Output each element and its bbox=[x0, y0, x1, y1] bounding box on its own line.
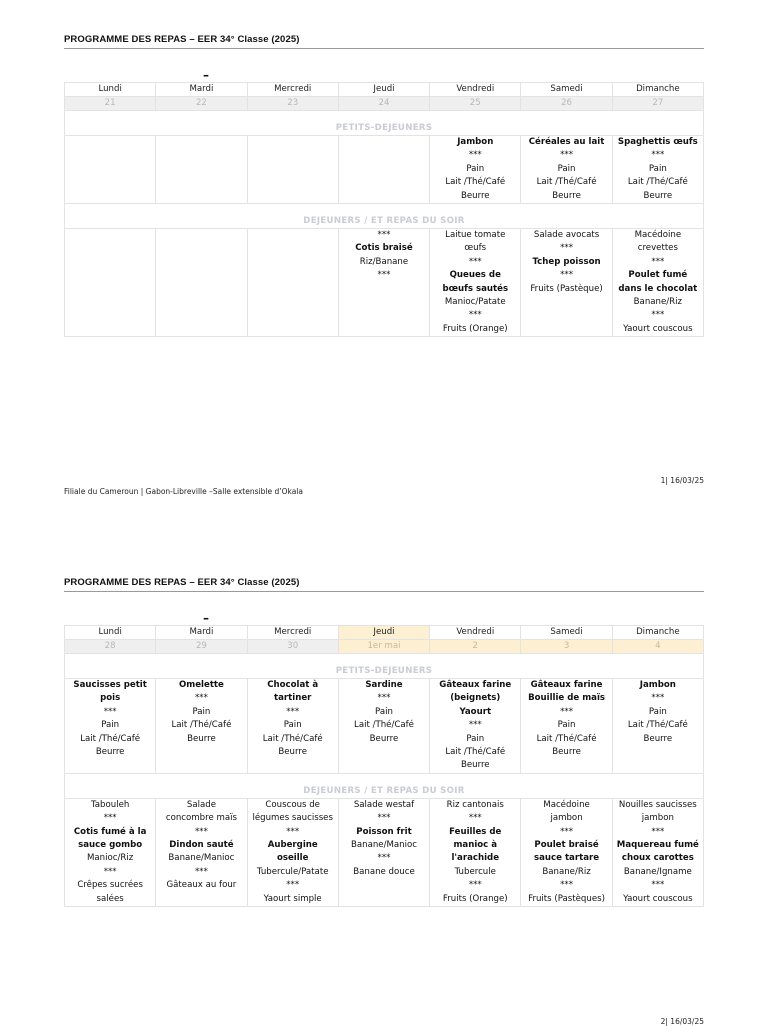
weekday-cell: Dimanche bbox=[612, 83, 703, 97]
menu-item-line: jambon bbox=[641, 813, 674, 824]
menu-item-line: Beurre bbox=[369, 733, 399, 744]
date-cell: 29 bbox=[156, 640, 247, 654]
title-dash: – bbox=[203, 68, 209, 82]
date-cell: 4 bbox=[612, 640, 703, 654]
menu-item-line: *** bbox=[560, 706, 573, 717]
title-rule bbox=[64, 48, 704, 49]
menu-item-line: Tabouleh bbox=[90, 799, 130, 810]
menu-item-line: Banane/Manioc bbox=[168, 853, 235, 864]
meal-cell bbox=[430, 136, 521, 204]
weekday-cell holiday-cell: Jeudi bbox=[338, 626, 429, 640]
menu-item-line: Dindon sauté bbox=[169, 840, 234, 851]
menu-item-line: crevettes bbox=[637, 243, 678, 254]
meal-cell bbox=[338, 229, 429, 337]
menu-item-line: Lait /Thé/Café bbox=[354, 720, 414, 731]
menu-item-line: Bouillie de maïs bbox=[528, 693, 606, 704]
menu-item-line: *** bbox=[560, 270, 573, 281]
lunch-dinner-section-row bbox=[65, 204, 704, 229]
menu-item-line: *** bbox=[651, 693, 665, 704]
menu-item-line: Pain bbox=[557, 720, 576, 731]
menu-item-line: Salade westaf bbox=[353, 799, 415, 810]
breakfast-row bbox=[65, 136, 704, 204]
menu-item-line: Banane/Igname bbox=[623, 866, 692, 877]
menu-item-line: Salade avocats bbox=[533, 230, 600, 241]
menu-item-line: Saucisses petit bbox=[73, 680, 147, 690]
menu-item-line: *** bbox=[651, 256, 665, 267]
menu-item-line: *** bbox=[468, 150, 482, 161]
menu-item-line: Maquereau fumé bbox=[616, 840, 699, 851]
document-title: PROGRAMME DES REPAS – EER 34° Classe (2025) bbox=[64, 577, 300, 588]
meal-cell bbox=[65, 136, 156, 204]
menu-item-line: Macédoine bbox=[634, 230, 682, 241]
meal-cell bbox=[612, 798, 703, 906]
menu-item-line: Lait /Thé/Café bbox=[80, 733, 141, 744]
meal-cell bbox=[430, 229, 521, 337]
date-cell: 26 bbox=[521, 97, 612, 111]
menu-item-line: Céréales au lait bbox=[528, 137, 605, 147]
menu-item-line: Lait /Thé/Café bbox=[627, 177, 688, 188]
menu-item-line: Riz/Banane bbox=[359, 256, 409, 267]
meal-cell bbox=[65, 229, 156, 337]
weekday-cell: Dimanche bbox=[612, 626, 703, 640]
menu-item-line: Salade bbox=[186, 799, 216, 810]
weekday-cell: Samedi bbox=[521, 83, 612, 97]
menu-item-line: Pain bbox=[283, 720, 302, 731]
menu-item-line: Lait /Thé/Café bbox=[445, 177, 506, 188]
menu-item-line: Yaourt bbox=[459, 706, 492, 717]
menu-item-line: choux carottes bbox=[621, 853, 694, 864]
menu-item-line: Couscous de bbox=[265, 799, 320, 810]
menu-item-line: Macédoine bbox=[543, 799, 590, 810]
menu-item-line: Pain bbox=[648, 163, 667, 174]
weekday-cell: Jeudi bbox=[338, 83, 429, 97]
menu-item-line: Yaourt simple bbox=[263, 893, 322, 904]
date-row bbox=[65, 640, 704, 654]
menu-item-line: Pain bbox=[648, 706, 667, 717]
date-cell: 22 bbox=[156, 97, 247, 111]
menu-item-line: Cotis fumé à la bbox=[73, 826, 147, 837]
menu-item-line: Banane/Riz bbox=[633, 297, 683, 308]
menu-item-line: Beurre bbox=[552, 747, 581, 758]
menu-item-line: jambon bbox=[550, 813, 583, 824]
breakfast-row bbox=[65, 679, 704, 774]
menu-item-line: *** bbox=[194, 693, 208, 704]
weekday-cell: Samedi bbox=[521, 626, 612, 640]
menu-item-line: dans le chocolat bbox=[618, 283, 698, 294]
meal-cell bbox=[247, 229, 338, 337]
menu-item-line: salées bbox=[96, 893, 124, 904]
menu-item-line: *** bbox=[468, 310, 482, 321]
weekday-cell: Lundi bbox=[65, 626, 156, 640]
weekly-menu-table bbox=[64, 82, 704, 337]
menu-item-line: *** bbox=[286, 826, 300, 837]
menu-item-line: *** bbox=[194, 826, 208, 837]
meal-cell bbox=[65, 679, 156, 774]
menu-item-line: Manioc/Riz bbox=[87, 853, 134, 864]
menu-item-line: Aubergine bbox=[267, 840, 318, 851]
meal-cell bbox=[247, 136, 338, 204]
menu-item-line: Fruits (Orange) bbox=[442, 323, 508, 334]
menu-item-line: Pain bbox=[466, 163, 485, 174]
menu-item-line: *** bbox=[560, 150, 573, 161]
menu-item-line: *** bbox=[103, 866, 117, 877]
menu-item-line: Spaghettis œufs bbox=[617, 137, 698, 147]
meal-cell bbox=[521, 229, 612, 337]
weekday-cell: Mardi bbox=[156, 626, 247, 640]
menu-item-line: *** bbox=[377, 693, 391, 704]
menu-item-line: sauce tartare bbox=[534, 853, 600, 864]
weekday-cell: Vendredi bbox=[430, 626, 521, 640]
menu-item-line: Banane/Riz bbox=[542, 866, 591, 877]
meal-cell bbox=[338, 679, 429, 774]
menu-item-line: Poulet fumé bbox=[628, 270, 688, 281]
lunch-dinner-row bbox=[65, 798, 704, 906]
menu-item-line: Manioc/Patate bbox=[444, 297, 506, 308]
menu-item-line: Beurre bbox=[643, 733, 673, 744]
menu-item-line: Gâteaux au four bbox=[166, 880, 237, 891]
meal-cell bbox=[156, 229, 247, 337]
weekday-header-row bbox=[65, 626, 704, 640]
menu-item-line: Yaourt couscous bbox=[623, 893, 693, 904]
date-cell: 3 bbox=[521, 640, 612, 654]
meal-cell bbox=[156, 679, 247, 774]
menu-item-line: Lait /Thé/Café bbox=[536, 733, 597, 744]
menu-item-line: *** bbox=[468, 256, 482, 267]
menu-item-line: *** bbox=[377, 853, 391, 864]
page-1 bbox=[64, 34, 704, 334]
breakfast-section-row bbox=[65, 654, 704, 679]
menu-item-line: Tchep poisson bbox=[532, 256, 601, 267]
menu-item-line: pois bbox=[100, 693, 121, 704]
menu-item-line: *** bbox=[286, 880, 300, 891]
meal-cell bbox=[612, 679, 703, 774]
meal-cell bbox=[521, 679, 612, 774]
breakfast-section-label: PETITS-DEJEUNERS bbox=[65, 111, 704, 136]
date-cell: 24 bbox=[338, 97, 429, 111]
menu-item-line: sauce gombo bbox=[78, 840, 143, 851]
weekday-cell: Mardi bbox=[156, 83, 247, 97]
menu-item-line: Pain bbox=[557, 163, 576, 174]
menu-item-line: *** bbox=[651, 880, 665, 891]
menu-item-line: œufs bbox=[464, 243, 487, 254]
page-number: 2| 16/03/25 bbox=[660, 1017, 704, 1026]
menu-item-line: Tubercule bbox=[454, 866, 496, 877]
menu-item-line: Sardine bbox=[365, 680, 403, 690]
menu-item-line: Crêpes sucrées bbox=[77, 880, 143, 891]
menu-item-line: Fruits (Pastèque) bbox=[530, 283, 603, 294]
menu-item-line: Riz cantonais bbox=[446, 799, 504, 810]
meal-cell bbox=[612, 229, 703, 337]
date-cell: 28 bbox=[65, 640, 156, 654]
meal-cell bbox=[521, 798, 612, 906]
menu-item-line: Tubercule/Patate bbox=[256, 866, 329, 877]
menu-item-line: Beurre bbox=[187, 733, 216, 744]
menu-item-line: *** bbox=[377, 270, 391, 281]
menu-item-line: *** bbox=[468, 813, 482, 824]
menu-item-line: bœufs sautés bbox=[442, 283, 509, 294]
meal-cell bbox=[430, 679, 521, 774]
meal-cell bbox=[65, 798, 156, 906]
page-number: 1| 16/03/25 bbox=[660, 476, 704, 485]
menu-item-line: Fruits (Orange) bbox=[442, 893, 508, 904]
menu-item-line: (beignets) bbox=[450, 693, 501, 704]
menu-item-line: Yaourt couscous bbox=[623, 323, 693, 334]
breakfast-section-row bbox=[65, 111, 704, 136]
menu-item-line: *** bbox=[651, 150, 665, 161]
menu-item-line: *** bbox=[103, 706, 117, 717]
menu-item-line: Beurre bbox=[278, 747, 308, 758]
title-rule bbox=[64, 591, 704, 592]
menu-item-line: Lait /Thé/Café bbox=[171, 720, 232, 731]
menu-item-line: Nouilles saucisses bbox=[618, 799, 697, 810]
menu-item-line: *** bbox=[560, 243, 573, 254]
lunch-dinner-row bbox=[65, 229, 704, 337]
menu-item-line: Poisson frit bbox=[356, 826, 412, 837]
menu-item-line: manioc à bbox=[453, 840, 498, 851]
date-cell: 25 bbox=[430, 97, 521, 111]
lunch-dinner-section-row bbox=[65, 773, 704, 798]
meal-cell bbox=[247, 798, 338, 906]
menu-item-line: oseille bbox=[276, 853, 309, 864]
date-cell-holiday: 1er mai bbox=[338, 640, 429, 654]
lunch-dinner-section-label: DEJEUNERS / ET REPAS DU SOIR bbox=[65, 204, 704, 229]
menu-item-line: *** bbox=[651, 310, 665, 321]
weekly-menu-table bbox=[64, 625, 704, 907]
weekday-cell: Lundi bbox=[65, 83, 156, 97]
menu-item-line: Banane douce bbox=[353, 866, 415, 877]
menu-item-line: Jambon bbox=[639, 680, 676, 690]
document-title: PROGRAMME DES REPAS – EER 34° Classe (2025) bbox=[64, 34, 300, 45]
menu-item-line: Feuilles de bbox=[449, 826, 502, 837]
menu-item-line: *** bbox=[468, 880, 482, 891]
menu-item-line: Fruits (Pastèques) bbox=[528, 893, 605, 904]
menu-item-line: concombre maïs bbox=[165, 813, 237, 824]
title-dash: – bbox=[203, 611, 209, 625]
menu-item-line: Pain bbox=[101, 720, 120, 731]
menu-item-line: Chocolat à bbox=[267, 680, 319, 690]
weekday-cell: Mercredi bbox=[247, 626, 338, 640]
menu-item-line: Banane/Manioc bbox=[350, 840, 417, 851]
menu-item-line: Queues de bbox=[449, 270, 501, 281]
menu-item-line: Cotis braisé bbox=[355, 243, 413, 254]
footer-address: Filiale du Cameroun | Gabon-Libreville –Salle extensible d’Okala bbox=[64, 487, 303, 496]
meal-cell bbox=[156, 798, 247, 906]
menu-item-line: Pain bbox=[375, 706, 393, 717]
meal-cell bbox=[338, 798, 429, 906]
date-row bbox=[65, 97, 704, 111]
menu-item-line: Gâteaux farine bbox=[530, 680, 603, 690]
menu-item-line: *** bbox=[468, 720, 482, 731]
meal-cell bbox=[247, 679, 338, 774]
meal-cell bbox=[612, 136, 703, 204]
menu-item-line: l'arachide bbox=[451, 853, 500, 864]
menu-item-line: Omelette bbox=[178, 680, 224, 690]
meal-cell bbox=[521, 136, 612, 204]
meal-cell bbox=[338, 136, 429, 204]
date-cell: 27 bbox=[612, 97, 703, 111]
menu-item-line: *** bbox=[286, 706, 300, 717]
menu-item-line: *** bbox=[103, 813, 117, 824]
menu-item-line: *** bbox=[377, 230, 391, 241]
menu-item-line: Lait /Thé/Café bbox=[262, 733, 323, 744]
date-cell: 30 bbox=[247, 640, 338, 654]
menu-item-line: Lait /Thé/Café bbox=[536, 177, 597, 188]
menu-item-line: Beurre bbox=[643, 190, 673, 201]
menu-item-line: Laitue tomate bbox=[445, 230, 506, 241]
menu-item-line: *** bbox=[377, 813, 391, 824]
weekday-cell: Vendredi bbox=[430, 83, 521, 97]
date-cell: 2 bbox=[430, 640, 521, 654]
lunch-dinner-section-label: DEJEUNERS / ET REPAS DU SOIR bbox=[65, 773, 704, 798]
menu-item-line: Beurre bbox=[552, 190, 581, 201]
menu-item-line: *** bbox=[194, 866, 208, 877]
menu-item-line: *** bbox=[560, 880, 573, 891]
menu-item-line: Gâteaux farine bbox=[439, 680, 512, 690]
menu-item-line: Beurre bbox=[460, 760, 490, 771]
menu-item-line: Pain bbox=[192, 706, 211, 717]
menu-item-line: Lait /Thé/Café bbox=[445, 747, 506, 758]
menu-item-line: *** bbox=[560, 826, 573, 837]
meal-cell bbox=[156, 136, 247, 204]
date-cell: 23 bbox=[247, 97, 338, 111]
breakfast-section-label: PETITS-DEJEUNERS bbox=[65, 654, 704, 679]
menu-item-line: Jambon bbox=[457, 137, 494, 147]
menu-item-line: Lait /Thé/Café bbox=[627, 720, 688, 731]
weekday-cell: Mercredi bbox=[247, 83, 338, 97]
menu-item-line: Pain bbox=[466, 733, 485, 744]
menu-item-line: Beurre bbox=[95, 747, 125, 758]
meal-cell bbox=[430, 798, 521, 906]
weekday-header-row bbox=[65, 83, 704, 97]
page-2 bbox=[64, 577, 704, 904]
menu-item-line: légumes saucisses bbox=[252, 813, 333, 824]
menu-item-line: *** bbox=[651, 826, 665, 837]
menu-item-line: tartiner bbox=[274, 693, 312, 704]
menu-item-line: Beurre bbox=[460, 190, 490, 201]
menu-item-line: Poulet braisé bbox=[534, 840, 599, 851]
date-cell: 21 bbox=[65, 97, 156, 111]
